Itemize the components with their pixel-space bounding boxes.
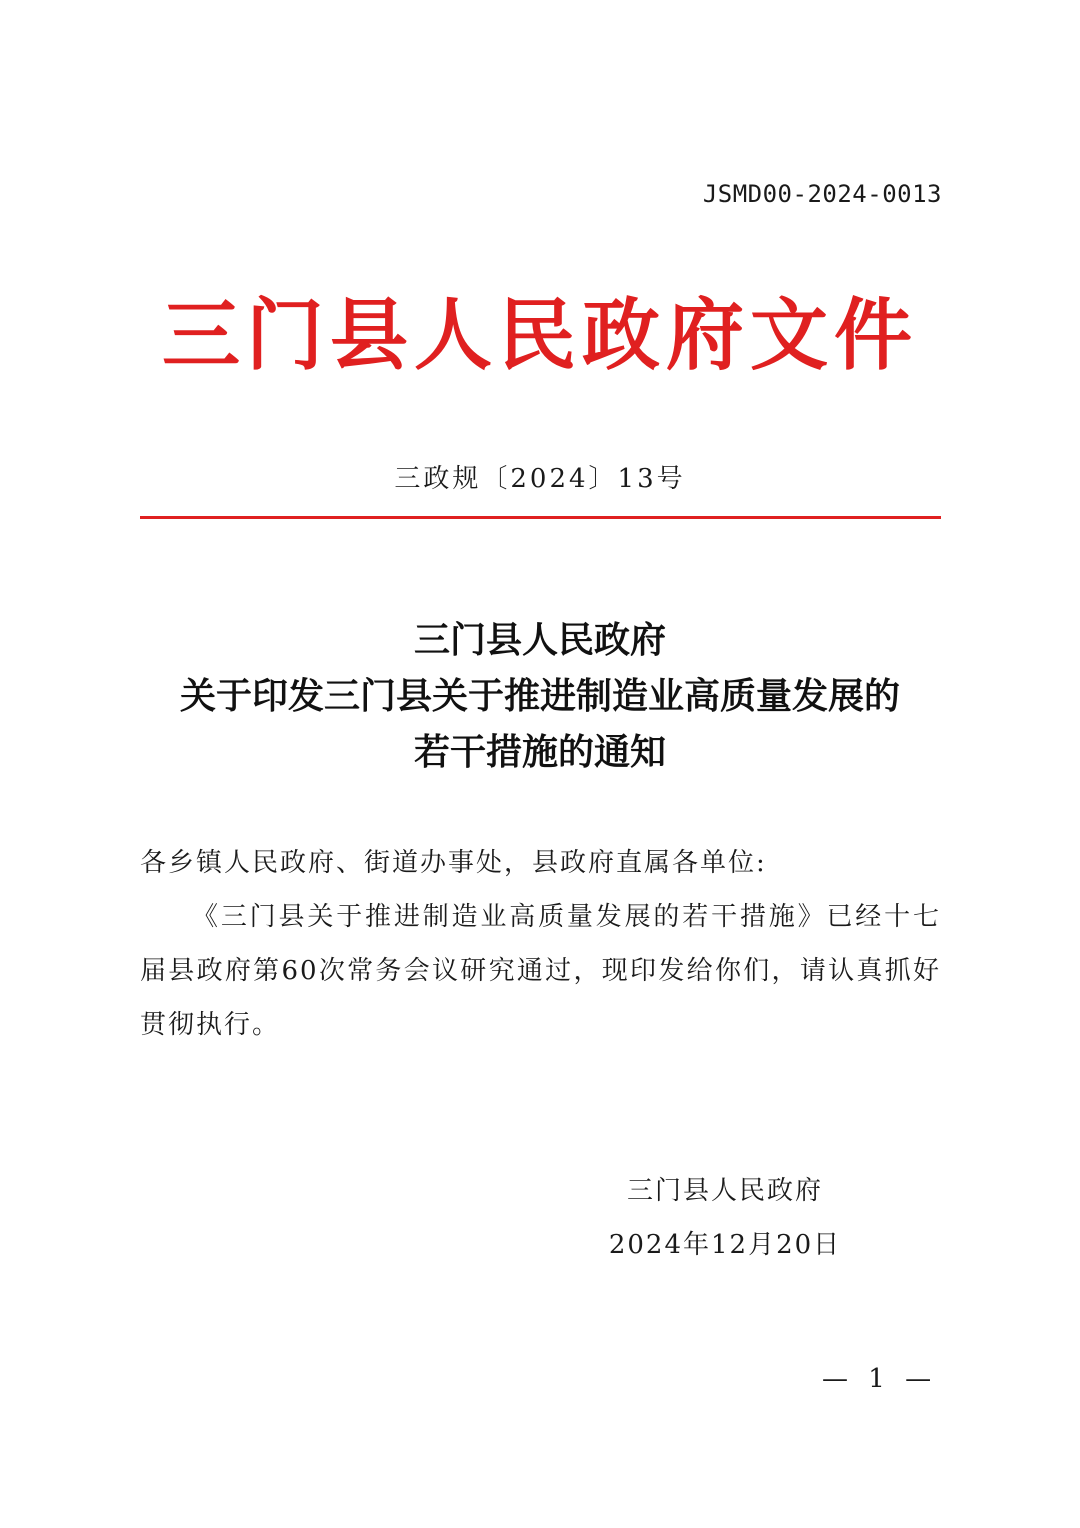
red-divider (140, 516, 941, 519)
body-paragraph: 《三门县关于推进制造业高质量发展的若干措施》已经十七届县政府第60次常务会议研究通过，现印发给你们，请认真抓好贯彻执行。 (140, 902, 941, 1040)
notice-title-line: 若干措施的通知 (413, 731, 666, 773)
notice-title-line: 关于印发三门县关于推进制造业高质量发展的 (179, 675, 900, 717)
issue-date: 2024年12月20日 (608, 1230, 842, 1260)
issuer-name: 三门县人民政府 (626, 1176, 823, 1206)
notice-body (140, 836, 941, 1052)
notice-title (0, 612, 1080, 780)
document-code: JSMD00-2024-0013 (702, 180, 942, 208)
notice-title-line: 三门县人民政府 (413, 619, 666, 661)
masthead-title: 三门县人民政府文件 (161, 290, 918, 381)
signature-block (560, 1164, 890, 1272)
document-number: 三政规〔2024〕13号 (394, 464, 686, 494)
salutation: 各乡镇人民政府、街道办事处，县政府直属各单位: (140, 848, 767, 878)
page-number: — 1 — (822, 1364, 938, 1394)
